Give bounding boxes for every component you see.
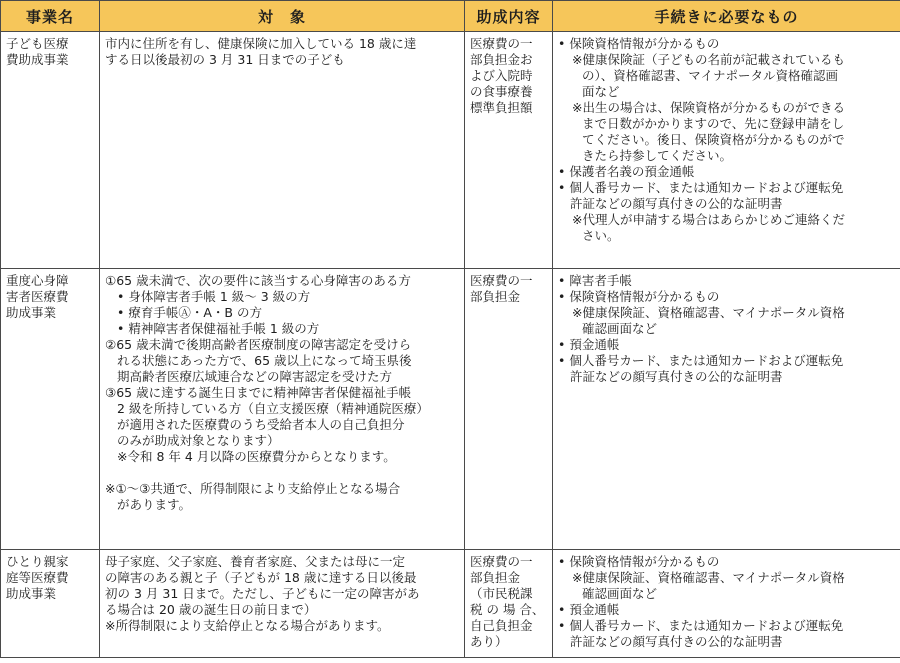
header-required-documents: 手続きに必要なもの bbox=[553, 1, 900, 32]
aid-content-cell: 医療費の一 部負担金 （市民税課 税 の 場 合、 自己負担金 あり） bbox=[465, 550, 553, 658]
program-name-cell: 子ども医療 費助成事業 bbox=[1, 32, 100, 269]
header-program-name: 事業名 bbox=[1, 1, 100, 32]
required-documents-cell: • 保険資格情報が分かるもの ※健康保険証、資格確認書、マイナポータル資格 確認画面など • 預金通帳 • 個人番号カード、または通知カードおよび運転免 許証などの顔写真付きの公的な証明書 bbox=[553, 550, 900, 658]
aid-content-cell: 医療費の一 部負担金お よび入院時 の食事療養 標準負担額 bbox=[465, 32, 553, 269]
eligibility-cell: 母子家庭、父子家庭、養育者家庭、父または母に一定 の障害のある親と子（子どもが 18 歳に達する日以後最 初の 3 月 31 日まで。ただし、子どもに一定の障害があ る場合は 20 歳の誕生日の前日まで） ※所得制限により支給停止となる場合があります。 bbox=[100, 550, 465, 658]
required-documents-cell: • 障害者手帳 • 保険資格情報が分かるもの ※健康保険証、資格確認書、マイナポータル資格 確認画面など • 預金通帳 • 個人番号カード、または通知カードおよび運転免 許証などの顔写真付きの公的な証明書 bbox=[553, 269, 900, 550]
table-row bbox=[1, 550, 900, 658]
table-row bbox=[1, 269, 900, 550]
required-documents-cell: • 保険資格情報が分かるもの ※健康保険証（子どもの名前が記載されているも の）、資格確認書、マイナポータル資格確認画 面など ※出生の場合は、保険資格が分かるものができる まで日数がかかりますので、先に登録申請をし てください。後日、保険資格が分かるものがで きたら持参してください。 • 保護者名義の預金通帳 • 個人番号カード、または通知カードおよび運転免 許証などの顔写真付きの公的な証明書 ※代理人が申請する場合はあらかじめご連絡くだ さい。 bbox=[553, 32, 900, 269]
header-aid-content: 助成内容 bbox=[465, 1, 553, 32]
eligibility-cell: 市内に住所を有し、健康保険に加入している 18 歳に達 する日以後最初の 3 月 31 日までの子ども bbox=[100, 32, 465, 269]
table-header-row bbox=[1, 1, 900, 32]
aid-content-cell: 医療費の一 部負担金 bbox=[465, 269, 553, 550]
header-eligibility: 対 象 bbox=[100, 1, 465, 32]
eligibility-cell: ①65 歳未満で、次の要件に該当する心身障害のある方 • 身体障害者手帳 1 級～ 3 級の方 • 療育手帳Ⓐ・A・B の方 • 精神障害者保健福祉手帳 1 級の方 ②65 歳未満で後期高齢者医療制度の障害認定を受けら れる状態にあった方で、65 歳以上になって埼玉県後 期高齢者医療広域連合などの障害認定を受けた方 ③65 歳に達する誕生日までに精神障害者保健福祉手帳 2 級を所持している方（自立支援医療（精神通院医療） が適用された医療費のうち受給者本人の自己負担分 のみが助成対象となります） ※令和 8 年 4 月以降の医療費分からとなります。 ※①～③共通で、所得制限により支給停止となる場合 があります。 bbox=[100, 269, 465, 550]
program-name-cell: ひとり親家 庭等医療費 助成事業 bbox=[1, 550, 100, 658]
program-name-cell: 重度心身障 害者医療費 助成事業 bbox=[1, 269, 100, 550]
table-row bbox=[1, 32, 900, 269]
